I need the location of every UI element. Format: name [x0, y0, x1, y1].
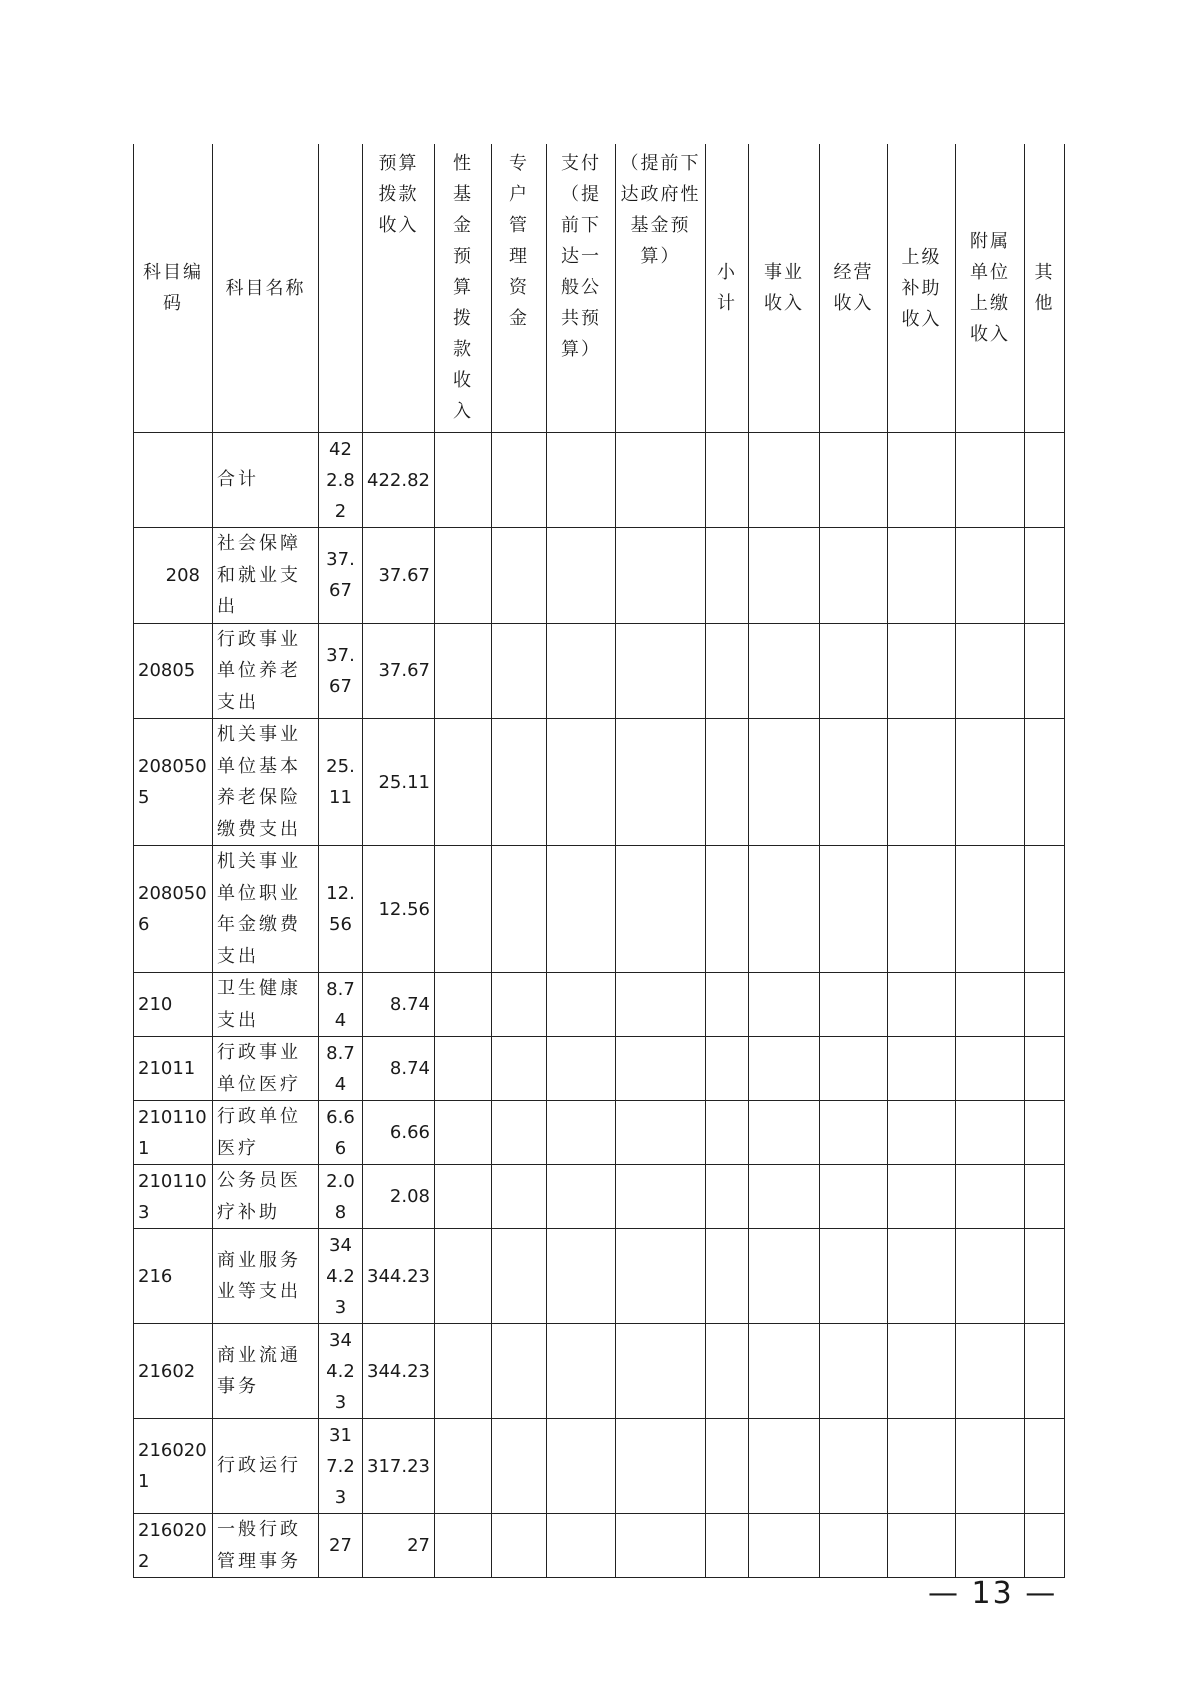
cell-empty: [492, 719, 547, 846]
cell-empty: [616, 433, 706, 528]
cell-empty: [435, 623, 492, 719]
cell-empty: [435, 1229, 492, 1324]
cell-total: 25.11: [319, 719, 363, 846]
table-body: [134, 433, 1065, 1578]
cell-code: [134, 433, 213, 528]
cell-empty: [956, 433, 1025, 528]
cell-name: 行政事业单位养老支出: [213, 623, 319, 719]
cell-empty: [749, 1514, 820, 1578]
cell-empty: [616, 973, 706, 1037]
cell-empty: [616, 528, 706, 624]
cell-empty: [749, 1101, 820, 1165]
cell-empty: [706, 1101, 749, 1165]
cell-empty: [547, 1324, 616, 1419]
cell-empty: [435, 846, 492, 973]
cell-empty: [435, 973, 492, 1037]
cell-empty: [706, 1229, 749, 1324]
cell-empty: [435, 1324, 492, 1419]
cell-code: 2101101: [134, 1101, 213, 1165]
cell-total: 27: [319, 1514, 363, 1578]
cell-empty: [820, 719, 888, 846]
cell-empty: [888, 623, 956, 719]
cell-empty: [547, 1037, 616, 1101]
header-name: 科目名称: [213, 144, 319, 433]
cell-budget-allocation: 317.23: [363, 1419, 435, 1514]
cell-empty: [956, 528, 1025, 624]
cell-empty: [435, 1514, 492, 1578]
cell-empty: [749, 623, 820, 719]
cell-empty: [749, 973, 820, 1037]
cell-empty: [547, 1514, 616, 1578]
cell-code: 216: [134, 1229, 213, 1324]
cell-budget-allocation: 8.74: [363, 973, 435, 1037]
cell-empty: [706, 1324, 749, 1419]
header-transfer-fund: （提前下达政府性基金预算）: [616, 144, 706, 433]
cell-name: 社会保障和就业支出: [213, 528, 319, 624]
cell-empty: [956, 1101, 1025, 1165]
cell-empty: [706, 973, 749, 1037]
cell-empty: [888, 846, 956, 973]
cell-empty: [888, 719, 956, 846]
cell-empty: [956, 973, 1025, 1037]
header-row: [134, 144, 1065, 433]
cell-empty: [820, 623, 888, 719]
cell-empty: [616, 846, 706, 973]
cell-empty: [492, 1037, 547, 1101]
cell-empty: [1025, 623, 1065, 719]
cell-name: 行政运行: [213, 1419, 319, 1514]
cell-empty: [435, 1101, 492, 1165]
cell-empty: [616, 1419, 706, 1514]
header-superior-subsidy: 上级补助收入: [888, 144, 956, 433]
header-operating-income: 经营收入: [820, 144, 888, 433]
cell-code: 2080505: [134, 719, 213, 846]
cell-empty: [547, 1101, 616, 1165]
cell-empty: [706, 1037, 749, 1101]
cell-empty: [888, 1514, 956, 1578]
cell-empty: [706, 1514, 749, 1578]
cell-empty: [706, 433, 749, 528]
cell-code: 208: [134, 528, 213, 624]
cell-empty: [1025, 1229, 1065, 1324]
cell-empty: [547, 1165, 616, 1229]
cell-empty: [706, 1419, 749, 1514]
cell-empty: [616, 1165, 706, 1229]
cell-empty: [1025, 1037, 1065, 1101]
cell-empty: [956, 1419, 1025, 1514]
cell-total: 6.66: [319, 1101, 363, 1165]
cell-code: 2080506: [134, 846, 213, 973]
cell-empty: [820, 846, 888, 973]
cell-name: 行政事业单位医疗: [213, 1037, 319, 1101]
table-row: [134, 719, 1065, 846]
table-row: [134, 1229, 1065, 1324]
cell-code: 2160202: [134, 1514, 213, 1578]
cell-empty: [888, 1101, 956, 1165]
table-row: [134, 1419, 1065, 1514]
header-total: [319, 144, 363, 433]
cell-empty: [492, 846, 547, 973]
cell-empty: [435, 1419, 492, 1514]
cell-empty: [820, 1229, 888, 1324]
cell-budget-allocation: 12.56: [363, 846, 435, 973]
cell-code: 2160201: [134, 1419, 213, 1514]
cell-empty: [492, 623, 547, 719]
cell-budget-allocation: 25.11: [363, 719, 435, 846]
cell-empty: [820, 528, 888, 624]
cell-empty: [547, 1419, 616, 1514]
cell-name: 公务员医疗补助: [213, 1165, 319, 1229]
table-row: [134, 433, 1065, 528]
cell-code: 2101103: [134, 1165, 213, 1229]
cell-empty: [749, 1324, 820, 1419]
cell-empty: [706, 1165, 749, 1229]
cell-empty: [749, 719, 820, 846]
cell-total: 12.56: [319, 846, 363, 973]
cell-budget-allocation: 8.74: [363, 1037, 435, 1101]
cell-empty: [435, 433, 492, 528]
cell-empty: [616, 1037, 706, 1101]
cell-budget-allocation: 344.23: [363, 1324, 435, 1419]
cell-code: 21602: [134, 1324, 213, 1419]
cell-empty: [888, 1229, 956, 1324]
table-row: [134, 1165, 1065, 1229]
cell-empty: [547, 1229, 616, 1324]
cell-empty: [492, 973, 547, 1037]
cell-empty: [749, 528, 820, 624]
cell-total: 37.67: [319, 623, 363, 719]
cell-total: 344.23: [319, 1324, 363, 1419]
cell-empty: [1025, 528, 1065, 624]
cell-empty: [820, 973, 888, 1037]
cell-empty: [547, 846, 616, 973]
cell-empty: [820, 1419, 888, 1514]
cell-empty: [956, 1229, 1025, 1324]
cell-empty: [1025, 1101, 1065, 1165]
cell-empty: [888, 433, 956, 528]
budget-table: [133, 144, 1065, 1578]
cell-empty: [547, 623, 616, 719]
cell-total: 317.23: [319, 1419, 363, 1514]
cell-budget-allocation: 2.08: [363, 1165, 435, 1229]
cell-empty: [820, 433, 888, 528]
cell-empty: [435, 1037, 492, 1101]
cell-empty: [547, 719, 616, 846]
cell-total: 37.67: [319, 528, 363, 624]
cell-empty: [820, 1165, 888, 1229]
cell-empty: [1025, 973, 1065, 1037]
cell-empty: [749, 1037, 820, 1101]
cell-empty: [1025, 846, 1065, 973]
table-row: [134, 1037, 1065, 1101]
cell-empty: [956, 719, 1025, 846]
cell-budget-allocation: 6.66: [363, 1101, 435, 1165]
table-row: [134, 1101, 1065, 1165]
cell-empty: [749, 1419, 820, 1514]
cell-empty: [888, 1165, 956, 1229]
header-other: 其他: [1025, 144, 1065, 433]
page-number: — 13 —: [928, 1576, 1058, 1611]
header-business-income: 事业收入: [749, 144, 820, 433]
cell-empty: [820, 1101, 888, 1165]
table-row: [134, 846, 1065, 973]
header-fund-budget: 性基金预算拨款收入: [435, 144, 492, 433]
cell-budget-allocation: 37.67: [363, 623, 435, 719]
cell-code: 20805: [134, 623, 213, 719]
cell-empty: [956, 623, 1025, 719]
cell-empty: [492, 528, 547, 624]
cell-empty: [706, 719, 749, 846]
cell-budget-allocation: 37.67: [363, 528, 435, 624]
cell-name: 机关事业单位基本养老保险缴费支出: [213, 719, 319, 846]
cell-name: 卫生健康支出: [213, 973, 319, 1037]
cell-empty: [956, 1037, 1025, 1101]
cell-empty: [616, 1514, 706, 1578]
cell-code: 21011: [134, 1037, 213, 1101]
cell-total: 422.82: [319, 433, 363, 528]
cell-empty: [1025, 1324, 1065, 1419]
cell-empty: [706, 846, 749, 973]
cell-empty: [706, 623, 749, 719]
cell-empty: [749, 846, 820, 973]
cell-empty: [435, 719, 492, 846]
cell-empty: [888, 1419, 956, 1514]
cell-total: 8.74: [319, 1037, 363, 1101]
cell-empty: [956, 846, 1025, 973]
cell-empty: [706, 528, 749, 624]
cell-empty: [820, 1037, 888, 1101]
table-row: [134, 973, 1065, 1037]
cell-empty: [616, 1229, 706, 1324]
cell-total: 2.08: [319, 1165, 363, 1229]
cell-empty: [492, 1419, 547, 1514]
cell-empty: [1025, 433, 1065, 528]
cell-empty: [492, 433, 547, 528]
cell-empty: [492, 1514, 547, 1578]
cell-total: 8.74: [319, 973, 363, 1037]
cell-budget-allocation: 344.23: [363, 1229, 435, 1324]
cell-empty: [820, 1514, 888, 1578]
cell-empty: [616, 719, 706, 846]
table-row: [134, 528, 1065, 624]
cell-empty: [956, 1514, 1025, 1578]
cell-empty: [1025, 1514, 1065, 1578]
cell-empty: [1025, 1419, 1065, 1514]
cell-empty: [956, 1165, 1025, 1229]
cell-empty: [435, 1165, 492, 1229]
cell-empty: [1025, 719, 1065, 846]
cell-name: 一般行政管理事务: [213, 1514, 319, 1578]
cell-total: 344.23: [319, 1229, 363, 1324]
header-transfer-general: 支付（提前下达一般公共预算）: [547, 144, 616, 433]
header-budget-allocation: 预算拨款收入: [363, 144, 435, 433]
header-code: 科目编码: [134, 144, 213, 433]
cell-empty: [820, 1324, 888, 1419]
cell-name: 商业服务业等支出: [213, 1229, 319, 1324]
cell-empty: [749, 433, 820, 528]
cell-name: 商业流通事务: [213, 1324, 319, 1419]
cell-empty: [492, 1101, 547, 1165]
cell-empty: [888, 973, 956, 1037]
cell-empty: [547, 973, 616, 1037]
table-row: [134, 623, 1065, 719]
cell-empty: [749, 1165, 820, 1229]
table-row: [134, 1324, 1065, 1419]
cell-empty: [888, 1324, 956, 1419]
cell-empty: [956, 1324, 1025, 1419]
cell-empty: [492, 1165, 547, 1229]
cell-empty: [1025, 1165, 1065, 1229]
cell-empty: [547, 528, 616, 624]
table-row: [134, 1514, 1065, 1578]
cell-empty: [492, 1324, 547, 1419]
cell-empty: [616, 1324, 706, 1419]
cell-empty: [888, 528, 956, 624]
cell-code: 210: [134, 973, 213, 1037]
cell-empty: [749, 1229, 820, 1324]
header-subtotal: 小计: [706, 144, 749, 433]
cell-name: 行政单位医疗: [213, 1101, 319, 1165]
header-special-account: 专户管理资金: [492, 144, 547, 433]
cell-empty: [616, 1101, 706, 1165]
cell-empty: [435, 528, 492, 624]
cell-empty: [616, 623, 706, 719]
cell-name: 机关事业单位职业年金缴费支出: [213, 846, 319, 973]
header-affiliated-income: 附属单位上缴收入: [956, 144, 1025, 433]
cell-empty: [888, 1037, 956, 1101]
cell-budget-allocation: 422.82: [363, 433, 435, 528]
cell-empty: [547, 433, 616, 528]
cell-empty: [492, 1229, 547, 1324]
cell-budget-allocation: 27: [363, 1514, 435, 1578]
cell-name: 合计: [213, 433, 319, 528]
